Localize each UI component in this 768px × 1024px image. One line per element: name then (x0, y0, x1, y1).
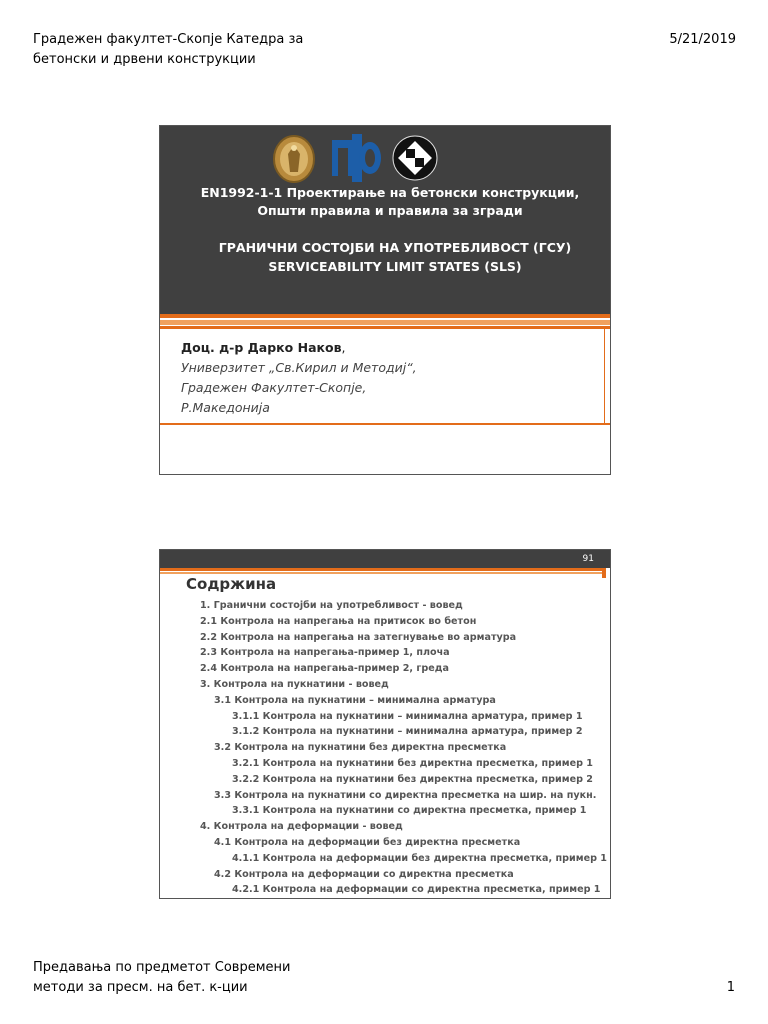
author-name: Доц. д-р Дарко Наков (181, 340, 342, 355)
accent-stripe-light (160, 320, 610, 325)
toc-item: 1. Гранични состојби на употребливост - вовед (200, 600, 463, 611)
page-footer-course (33, 958, 333, 998)
toc-item: 2.1 Контрола на напрегања на притисок во бетон (200, 615, 477, 627)
contents-accent-stripe-light (160, 572, 602, 574)
toc-item: 4.1 Контрола на деформации без директна пресметка (214, 836, 521, 848)
footer-line-1: Предавања по предметот Современи (33, 960, 291, 975)
accent-stripe (160, 314, 610, 318)
toc-item: 3.3 Контрола на пукнатини со директна пресметка на шир. на пукн. (214, 789, 597, 801)
table-of-contents (160, 598, 610, 898)
slide-title-line-1: EN1992-1-1 Проектирање на бетонски конструкции, (200, 185, 580, 200)
header-date: 5/21/2019 (669, 32, 736, 47)
toc-item: 2.3 Контрола на напрегања-пример 1, плоча (200, 647, 450, 659)
toc-item: 3.2.2 Контрола на пукнатини без директна пресметка, пример 2 (232, 773, 593, 785)
affiliation-line-1: Универзитет „Св.Кирил и Методиј“, (181, 360, 417, 375)
header-line-1: Градежен факултет-Скопје Катедра за (33, 32, 304, 47)
toc-item: 4. Контрола на деформации - вовед (200, 821, 403, 833)
contents-accent-vertical (602, 568, 606, 578)
slide-subtitle-line-1: ГРАНИЧНИ СОСТОЈБИ НА УПОТРЕБЛИВОСТ (ГСУ) (218, 240, 572, 255)
toc-item: 4.2.1 Контрола на деформации со директна пресметка, пример 1 (232, 884, 601, 896)
contents-title: Содржина (186, 575, 277, 593)
title-slide (159, 125, 611, 475)
department-logo-icon (392, 135, 438, 181)
affiliation-line-3: Р.Македонија (181, 400, 270, 415)
toc-item: 3.2 Контрола на пукнатини без директна пресметка (214, 742, 507, 754)
toc-item: 2.2 Контрола на напрегања на затегнување во арматура (200, 631, 517, 643)
toc-item: 4.1.1 Контрола на деформации без директна пресметка, пример 1 (232, 852, 607, 864)
accent-vertical-line (604, 329, 605, 423)
author-block (181, 338, 417, 418)
toc-item: 3.3.1 Контрола на пукнатини со директна пресметка, пример 1 (232, 805, 587, 817)
toc-item: 3.2.1 Контрола на пукнатини без директна пресметка, пример 1 (232, 757, 593, 769)
contents-slide-top-bar (160, 550, 610, 568)
slide-number: 91 (582, 554, 594, 564)
slide-subtitle (160, 238, 610, 276)
bottom-accent-line (160, 423, 610, 425)
contents-accent-stripe (160, 568, 602, 571)
toc-item: 3.1.2 Контрола на пукнатини – минимална арматура, пример 2 (232, 726, 583, 738)
toc-item: 3.1.1 Контрола на пукнатини – минимална арматура, пример 1 (232, 710, 583, 722)
faculty-logo-icon (332, 134, 382, 184)
toc-item: 3.1 Контрола на пукнатини – минимална арматура (214, 694, 496, 706)
slide-title (160, 184, 610, 220)
header-line-2: бетонски и дрвени конструкции (33, 52, 256, 67)
toc-item: 4.2 Контрола на деформации со директна пресметка (214, 868, 514, 880)
slide-subtitle-line-2: SERVICEABILITY LIMIT STATES (SLS) (268, 259, 522, 274)
footer-line-2: методи за пресм. на бет. к-ции (33, 980, 248, 995)
slide-title-line-2: Општи правила и правила за згради (257, 203, 523, 218)
accent-stripe-thin (160, 326, 610, 329)
contents-slide (159, 549, 611, 899)
page-number: 1 (726, 980, 735, 995)
toc-item: 3. Контрола на пукнатини - вовед (200, 678, 389, 690)
university-seal-icon (272, 134, 316, 184)
page-header-title (33, 30, 333, 70)
toc-item: 2.4 Контрола на напрегања-пример 2, греда (200, 663, 449, 675)
title-slide-dark-panel (160, 126, 610, 314)
author-name-comma: , (341, 340, 346, 355)
affiliation-line-2: Градежен Факултет-Скопје, (181, 380, 367, 395)
